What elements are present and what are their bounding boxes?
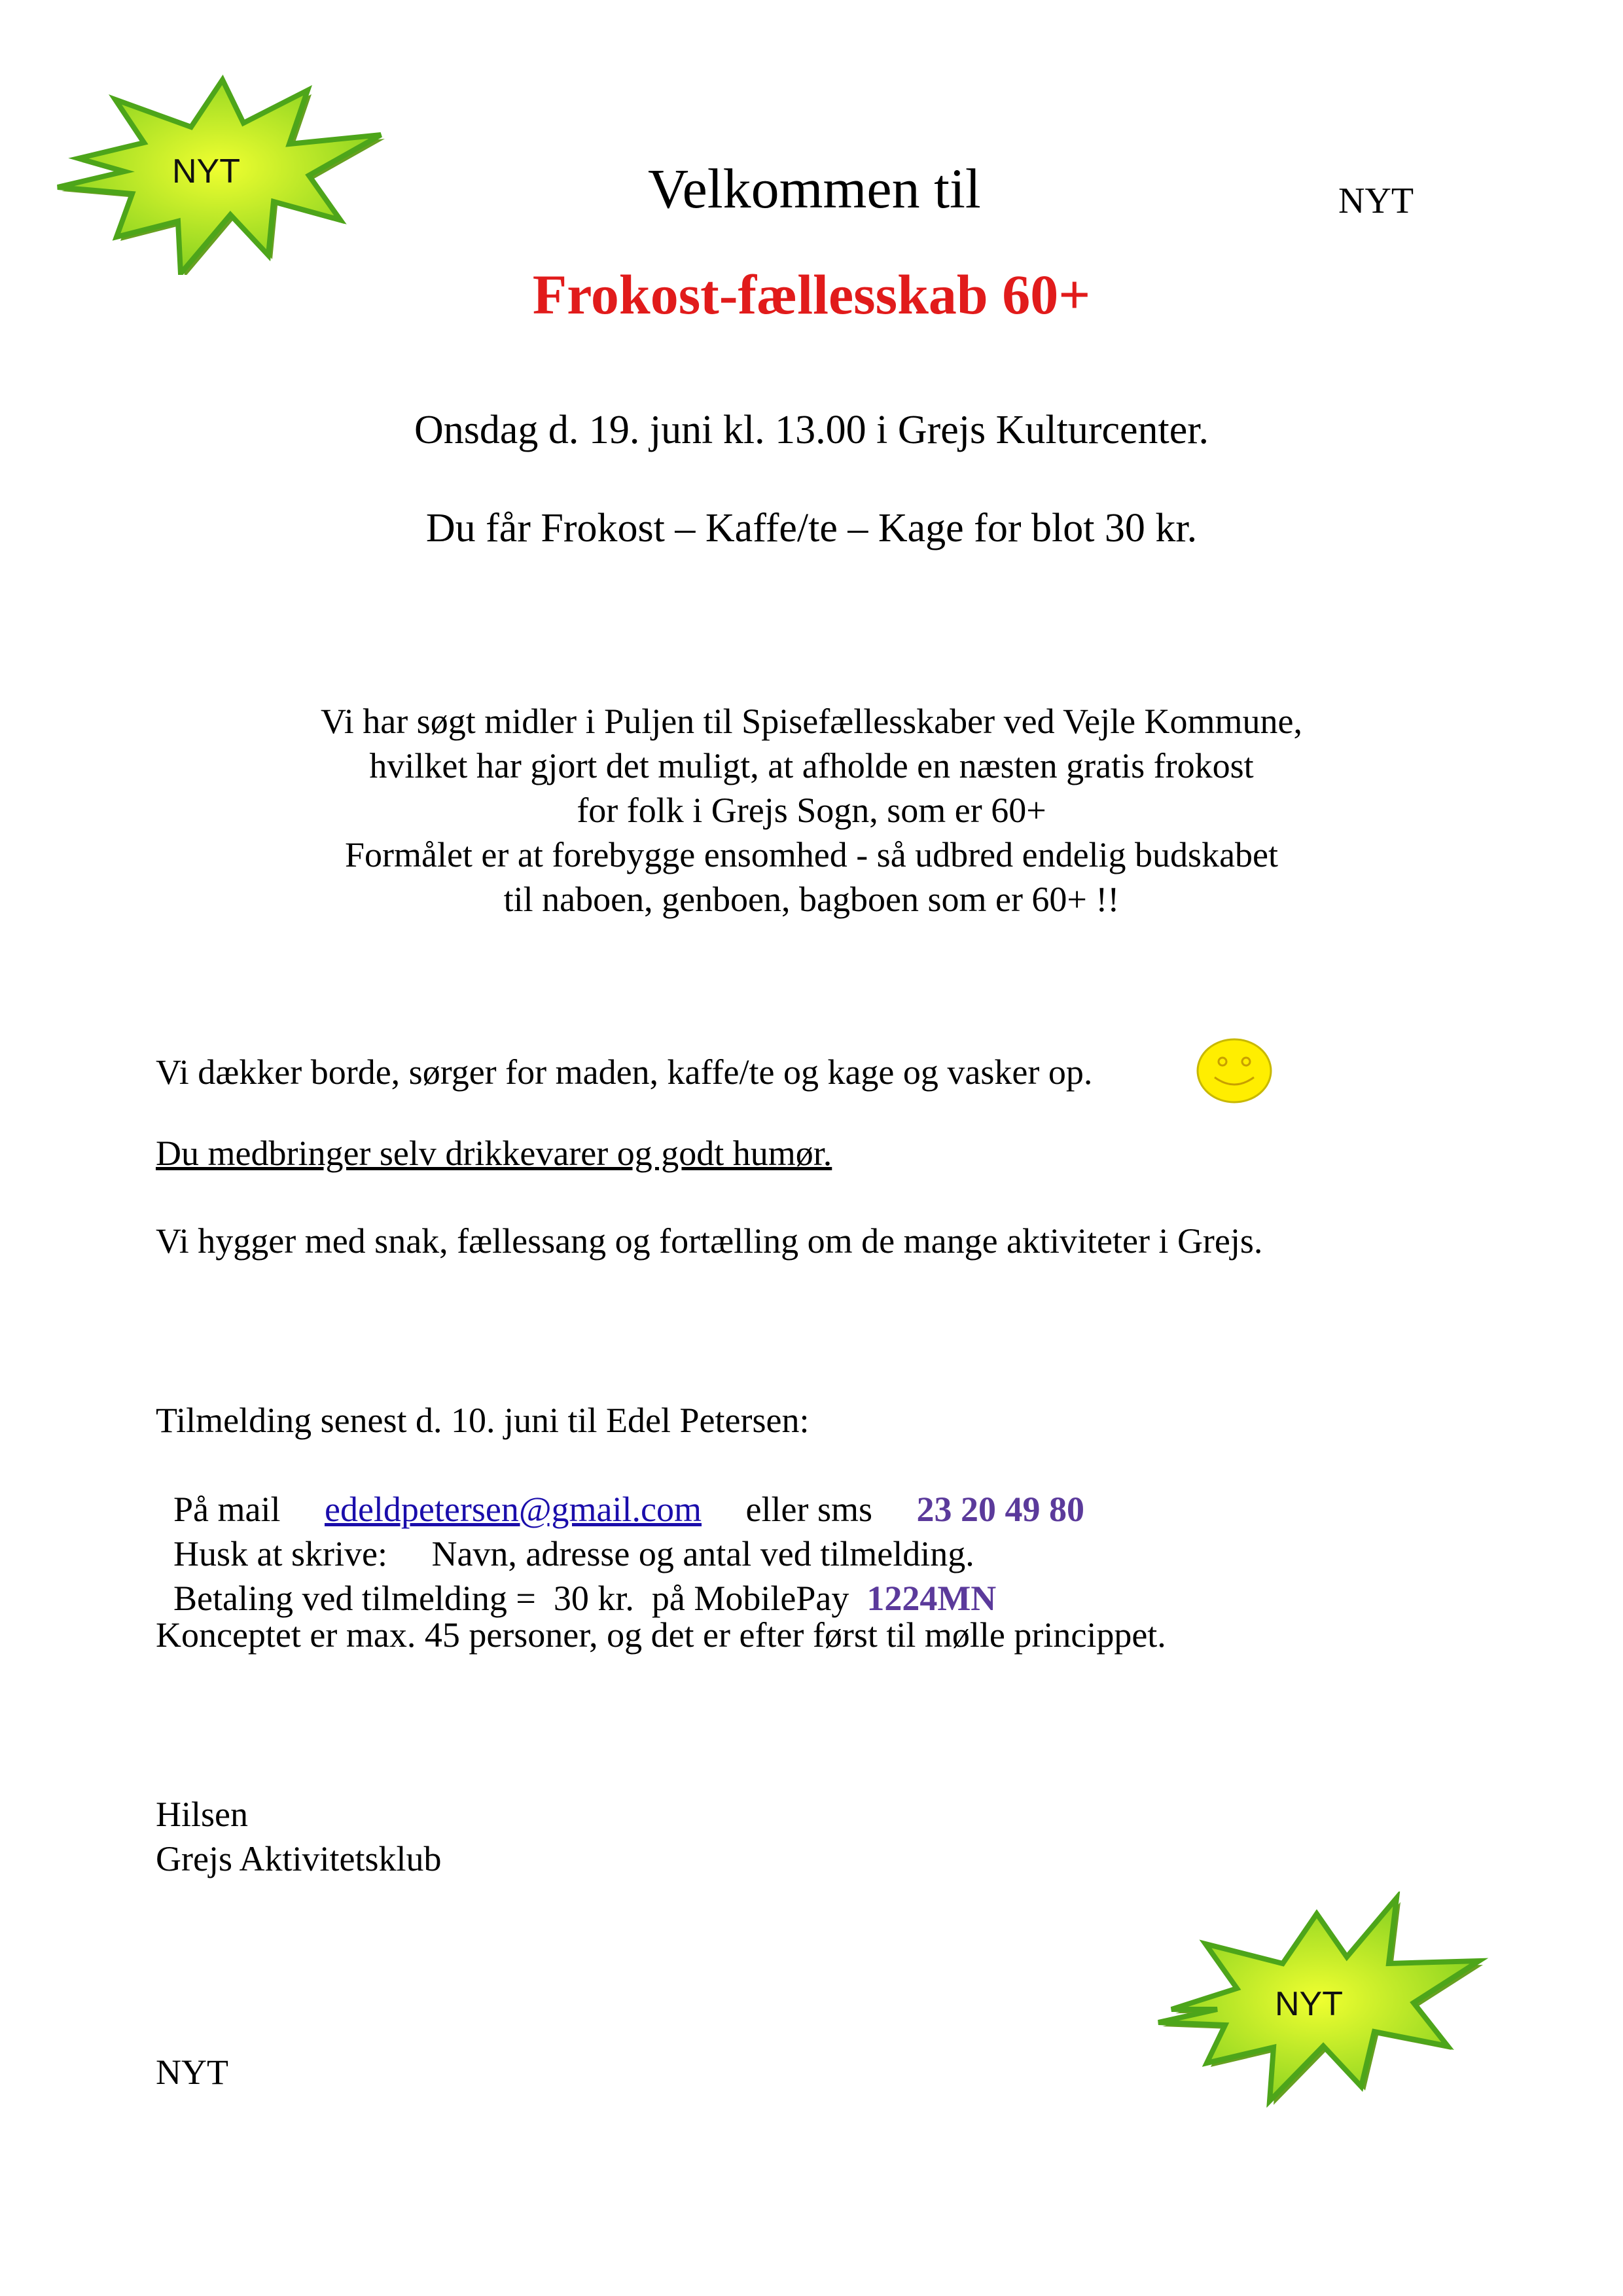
intro-line: Formålet er at forebygge ensomhed - så udbred endelig budskabet — [344, 835, 1279, 874]
phone-number: 23 20 49 80 — [916, 1490, 1084, 1529]
signup-deadline: Tilmelding senest d. 10. juni til Edel Petersen: — [156, 1401, 810, 1440]
mail-label: På mail — [173, 1490, 281, 1529]
smiley-icon — [1195, 1037, 1274, 1105]
email-link[interactable]: edeldpetersen@gmail.com — [324, 1490, 702, 1529]
remember-label: Husk at skrive: — [173, 1534, 387, 1573]
we-enjoy-text: Vi hygger med snak, fællessang og fortælling om de mange aktiviteter i Grejs. — [156, 1221, 1263, 1261]
welcome-heading: Velkommen til — [648, 157, 981, 220]
nyt-badge-top-left-label: NYT — [172, 152, 240, 190]
closing-sender: Grejs Aktivitetsklub — [156, 1839, 442, 1878]
closing-greeting: Hilsen — [156, 1795, 248, 1834]
remember-text: Navn, adresse og antal ved tilmelding. — [431, 1534, 974, 1573]
you-bring-text: Du medbringer selv drikkevarer og godt humør. — [156, 1134, 832, 1173]
payment-text: Betaling ved tilmelding = 30 kr. på MobilePay — [173, 1579, 849, 1618]
mobilepay-number: 1224MN — [866, 1579, 997, 1618]
nyt-label-top-right: NYT — [1338, 181, 1414, 221]
event-offer: Du får Frokost – Kaffe/te – Kage for blot 30 kr. — [425, 506, 1198, 550]
intro-line: for folk i Grejs Sogn, som er 60+ — [577, 791, 1046, 830]
nyt-label-bottom-left: NYT — [156, 2053, 228, 2092]
intro-line: til naboen, genboen, bagboen som er 60+ !! — [503, 880, 1120, 919]
intro-line: hvilket har gjort det muligt, at afholde en næsten gratis frokost — [369, 746, 1254, 785]
intro-line: Vi har søgt midler i Puljen til Spisefællesskaber ved Vejle Kommune, — [320, 702, 1303, 741]
sms-label: eller sms — [745, 1490, 872, 1529]
page-title: Frokost-fællesskab 60+ — [532, 263, 1091, 326]
signup-payment-line — [156, 1532, 996, 1621]
nyt-badge-bottom-right-label: NYT — [1275, 1985, 1343, 2023]
concept-text: Konceptet er max. 45 personer, og det er efter først til mølle princippet. — [156, 1615, 1166, 1655]
event-when-where: Onsdag d. 19. juni kl. 13.00 i Grejs Kulturcenter. — [414, 408, 1209, 452]
we-do-text: Vi dækker borde, sørger for maden, kaffe/te og kage og vasker op. — [156, 1052, 1093, 1092]
intro-paragraph — [0, 699, 1623, 922]
